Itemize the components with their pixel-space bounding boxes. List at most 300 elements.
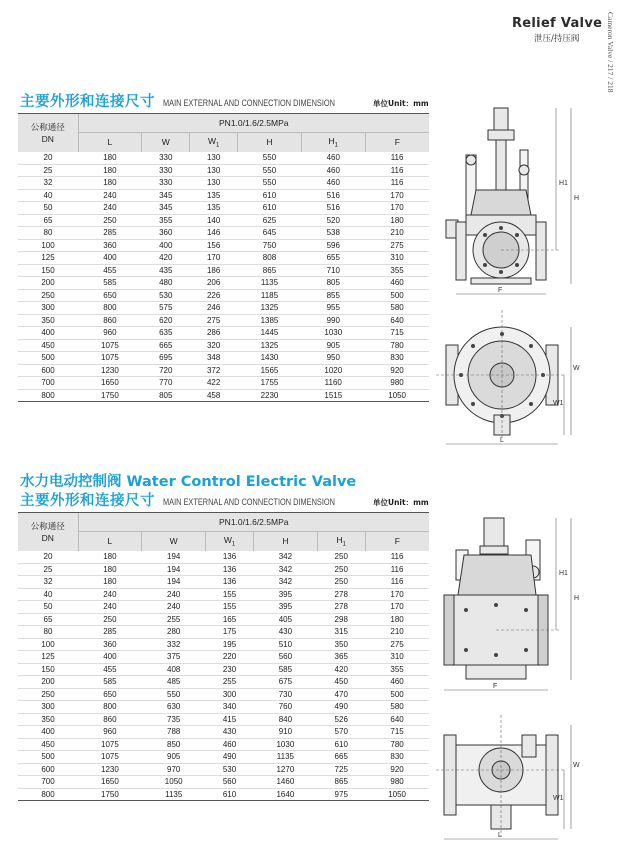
table-cell: 342 xyxy=(253,551,317,564)
table-cell: 960 xyxy=(78,726,142,739)
table-cell: 530 xyxy=(142,289,190,302)
table-cell: 340 xyxy=(206,701,254,714)
dn-cell: 300 xyxy=(18,701,78,714)
table-cell: 285 xyxy=(78,227,142,240)
dim-label-l: L xyxy=(500,437,504,444)
table-cell: 332 xyxy=(142,638,206,651)
table-cell: 1385 xyxy=(238,314,302,327)
table-row xyxy=(18,314,429,327)
dim-label-h1: H1 xyxy=(559,570,568,577)
dn-header xyxy=(18,114,78,152)
electric-valve-front-drawing xyxy=(436,500,586,700)
dn-header xyxy=(18,513,78,551)
table-cell: 1755 xyxy=(238,377,302,390)
section2-title-cn: 主要外形和连接尺寸 xyxy=(20,493,155,509)
section2-table-body xyxy=(18,551,429,801)
table-cell: 516 xyxy=(301,202,365,215)
table-cell: 155 xyxy=(206,601,254,614)
dn-cell: 125 xyxy=(18,651,78,664)
table-cell: 550 xyxy=(238,152,302,165)
table-row xyxy=(18,788,429,801)
table-cell: 240 xyxy=(142,588,206,601)
table-cell: 1050 xyxy=(142,776,206,789)
table-cell: 460 xyxy=(365,676,429,689)
table-cell: 136 xyxy=(206,563,254,576)
table-cell: 735 xyxy=(142,713,206,726)
table-row xyxy=(18,202,429,215)
dn-label-en: DN xyxy=(41,133,54,144)
dim-label-h1: H1 xyxy=(559,180,568,187)
table-cell: 310 xyxy=(365,252,429,265)
dim-label-f: F xyxy=(493,683,498,690)
table-cell: 830 xyxy=(365,751,429,764)
table-cell: 625 xyxy=(238,214,302,227)
electric-valve-top-drawing xyxy=(436,705,586,845)
table-cell: 180 xyxy=(78,152,142,165)
dim-label-h: H xyxy=(574,595,580,602)
table-cell: 780 xyxy=(365,738,429,751)
table-row xyxy=(18,713,429,726)
table-cell: 460 xyxy=(301,177,365,190)
table-row xyxy=(18,701,429,714)
table-cell: 345 xyxy=(142,189,190,202)
table-cell: 275 xyxy=(365,239,429,252)
table-cell: 372 xyxy=(190,364,238,377)
table-cell: 800 xyxy=(78,302,142,315)
table-cell: 135 xyxy=(190,202,238,215)
table-cell: 1160 xyxy=(301,377,365,390)
table-row xyxy=(18,576,429,589)
table-cell: 516 xyxy=(301,189,365,202)
table-cell: 538 xyxy=(301,227,365,240)
table-cell: 645 xyxy=(238,227,302,240)
dn-cell: 700 xyxy=(18,377,78,390)
table-row xyxy=(18,613,429,626)
table-cell: 805 xyxy=(142,389,190,402)
table-cell: 840 xyxy=(253,713,317,726)
section2-unit: 单位Unit：mm xyxy=(373,498,429,507)
table-row xyxy=(18,563,429,576)
table-row xyxy=(18,751,429,764)
table-cell: 860 xyxy=(78,314,142,327)
pressure-header: PN1.0/1.6/2.5MPa xyxy=(78,114,429,133)
table-cell: 1650 xyxy=(78,377,142,390)
table-cell: 255 xyxy=(142,613,206,626)
dn-label-cn: 公称通径 xyxy=(30,121,65,132)
table-cell: 2230 xyxy=(238,389,302,402)
table-cell: 430 xyxy=(206,726,254,739)
table-cell: 1075 xyxy=(78,751,142,764)
table-cell: 400 xyxy=(78,651,142,664)
section2-heading xyxy=(20,489,373,510)
table-cell: 460 xyxy=(365,277,429,290)
table-cell: 250 xyxy=(317,551,365,564)
table-cell: 1430 xyxy=(238,352,302,365)
table-cell: 365 xyxy=(317,651,365,664)
table-cell: 156 xyxy=(190,239,238,252)
dn-cell: 20 xyxy=(18,152,78,165)
table-cell: 140 xyxy=(190,214,238,227)
table-cell: 360 xyxy=(78,638,142,651)
table-cell: 186 xyxy=(190,264,238,277)
table-cell: 170 xyxy=(365,189,429,202)
dn-cell: 20 xyxy=(18,551,78,564)
table-cell: 490 xyxy=(206,751,254,764)
table-cell: 136 xyxy=(206,551,254,564)
table-cell: 420 xyxy=(317,663,365,676)
table-cell: 905 xyxy=(301,339,365,352)
table-cell: 280 xyxy=(142,626,206,639)
table-cell: 240 xyxy=(78,601,142,614)
dn-cell: 80 xyxy=(18,227,78,240)
table-row xyxy=(18,676,429,689)
table-cell: 155 xyxy=(206,588,254,601)
dn-cell: 800 xyxy=(18,389,78,402)
table-cell: 355 xyxy=(365,264,429,277)
table-row xyxy=(18,302,429,315)
table-cell: 458 xyxy=(190,389,238,402)
dn-cell: 40 xyxy=(18,189,78,202)
table-cell: 1325 xyxy=(238,302,302,315)
page-header-title: Relief Valve xyxy=(512,16,603,31)
table-row xyxy=(18,663,429,676)
table-cell: 1750 xyxy=(78,788,142,801)
dn-cell: 200 xyxy=(18,277,78,290)
table-cell: 715 xyxy=(365,327,429,340)
table-cell: 500 xyxy=(365,289,429,302)
table-cell: 1750 xyxy=(78,389,142,402)
table-cell: 980 xyxy=(365,776,429,789)
table-cell: 165 xyxy=(206,613,254,626)
table-cell: 470 xyxy=(317,688,365,701)
table-cell: 460 xyxy=(206,738,254,751)
table-cell: 585 xyxy=(78,277,142,290)
dn-cell: 50 xyxy=(18,202,78,215)
table-cell: 180 xyxy=(365,613,429,626)
table-cell: 315 xyxy=(317,626,365,639)
column-header-w: W xyxy=(142,532,206,551)
section1-table-body xyxy=(18,152,429,402)
table-cell: 460 xyxy=(301,164,365,177)
table-cell: 330 xyxy=(142,152,190,165)
table-cell: 610 xyxy=(317,738,365,751)
table-cell: 130 xyxy=(190,164,238,177)
table-row xyxy=(18,339,429,352)
dn-cell: 200 xyxy=(18,676,78,689)
table-cell: 585 xyxy=(78,676,142,689)
table-cell: 415 xyxy=(206,713,254,726)
table-cell: 655 xyxy=(301,252,365,265)
dn-cell: 25 xyxy=(18,164,78,177)
section2-dimension-table xyxy=(18,512,429,801)
table-row xyxy=(18,177,429,190)
table-cell: 920 xyxy=(365,763,429,776)
table-cell: 430 xyxy=(253,626,317,639)
section2-product-title: 水力电动控制阀 Water Control Electric Valve xyxy=(20,474,357,490)
table-cell: 170 xyxy=(365,601,429,614)
column-header-f: F xyxy=(365,133,429,152)
table-cell: 1230 xyxy=(78,364,142,377)
table-cell: 240 xyxy=(142,601,206,614)
table-cell: 360 xyxy=(78,239,142,252)
column-header-h: H xyxy=(253,532,317,551)
table-cell: 395 xyxy=(253,601,317,614)
table-cell: 980 xyxy=(365,377,429,390)
dn-cell: 65 xyxy=(18,214,78,227)
column-header-l: L xyxy=(78,532,142,551)
table-cell: 275 xyxy=(190,314,238,327)
dn-cell: 150 xyxy=(18,663,78,676)
dn-cell: 700 xyxy=(18,776,78,789)
table-row xyxy=(18,726,429,739)
table-cell: 1135 xyxy=(238,277,302,290)
section2-title-en: MAIN EXTERNAL AND CONNECTION DIMENSION xyxy=(163,497,335,507)
table-cell: 116 xyxy=(365,563,429,576)
dn-cell: 600 xyxy=(18,763,78,776)
table-cell: 130 xyxy=(190,177,238,190)
table-cell: 116 xyxy=(365,551,429,564)
table-cell: 116 xyxy=(365,576,429,589)
table-cell: 226 xyxy=(190,289,238,302)
table-row xyxy=(18,588,429,601)
column-header-h1: $H_1$ xyxy=(301,133,365,152)
table-cell: 1650 xyxy=(78,776,142,789)
table-cell: 1050 xyxy=(365,788,429,801)
table-row xyxy=(18,227,429,240)
table-cell: 420 xyxy=(142,252,190,265)
table-cell: 1075 xyxy=(78,352,142,365)
table-cell: 975 xyxy=(317,788,365,801)
table-cell: 1030 xyxy=(301,327,365,340)
table-cell: 1135 xyxy=(142,788,206,801)
dn-cell: 40 xyxy=(18,588,78,601)
table-cell: 250 xyxy=(78,214,142,227)
relief-valve-front-drawing xyxy=(436,100,586,300)
table-cell: 1020 xyxy=(301,364,365,377)
table-cell: 695 xyxy=(142,352,190,365)
column-header-w: W xyxy=(142,133,190,152)
column-header-l: L xyxy=(78,133,142,152)
table-row xyxy=(18,688,429,701)
dn-cell: 250 xyxy=(18,688,78,701)
dim-label-l: L xyxy=(498,832,502,839)
table-row xyxy=(18,389,429,402)
table-cell: 520 xyxy=(301,214,365,227)
table-cell: 180 xyxy=(78,164,142,177)
dim-label-w: W xyxy=(573,365,580,372)
table-cell: 860 xyxy=(78,713,142,726)
section1-dimension-table xyxy=(18,113,429,402)
table-cell: 250 xyxy=(317,576,365,589)
table-cell: 180 xyxy=(365,214,429,227)
table-cell: 640 xyxy=(365,713,429,726)
table-cell: 230 xyxy=(206,663,254,676)
table-cell: 770 xyxy=(142,377,190,390)
dim-label-h: H xyxy=(574,195,580,202)
table-cell: 850 xyxy=(142,738,206,751)
table-cell: 526 xyxy=(317,713,365,726)
table-cell: 788 xyxy=(142,726,206,739)
section1-unit: 单位Unit：mm xyxy=(373,99,429,108)
dn-cell: 400 xyxy=(18,327,78,340)
table-cell: 920 xyxy=(365,364,429,377)
table-cell: 395 xyxy=(253,588,317,601)
table-cell: 990 xyxy=(301,314,365,327)
table-cell: 620 xyxy=(142,314,190,327)
table-cell: 580 xyxy=(365,302,429,315)
table-cell: 286 xyxy=(190,327,238,340)
table-cell: 805 xyxy=(301,277,365,290)
table-cell: 560 xyxy=(253,651,317,664)
table-cell: 725 xyxy=(317,763,365,776)
table-row xyxy=(18,164,429,177)
table-cell: 480 xyxy=(142,277,190,290)
table-cell: 195 xyxy=(206,638,254,651)
table-cell: 675 xyxy=(253,676,317,689)
table-cell: 116 xyxy=(365,152,429,165)
dn-cell: 100 xyxy=(18,638,78,651)
column-header-h: H xyxy=(238,133,302,152)
table-cell: 285 xyxy=(78,626,142,639)
table-cell: 408 xyxy=(142,663,206,676)
table-cell: 730 xyxy=(253,688,317,701)
table-row xyxy=(18,352,429,365)
table-cell: 355 xyxy=(142,214,190,227)
table-row xyxy=(18,327,429,340)
column-header-f: F xyxy=(365,532,429,551)
dn-cell: 500 xyxy=(18,352,78,365)
dn-cell: 32 xyxy=(18,576,78,589)
table-cell: 640 xyxy=(365,314,429,327)
table-cell: 800 xyxy=(78,701,142,714)
table-cell: 665 xyxy=(317,751,365,764)
table-cell: 750 xyxy=(238,239,302,252)
table-cell: 194 xyxy=(142,551,206,564)
table-cell: 1445 xyxy=(238,327,302,340)
table-cell: 194 xyxy=(142,563,206,576)
dim-label-w1: W1 xyxy=(553,400,564,407)
dim-label-w1: W1 xyxy=(553,795,564,802)
table-cell: 1270 xyxy=(253,763,317,776)
table-cell: 635 xyxy=(142,327,190,340)
table-cell: 650 xyxy=(78,688,142,701)
dn-cell: 450 xyxy=(18,738,78,751)
table-row xyxy=(18,289,429,302)
dim-label-f: F xyxy=(498,287,503,294)
table-row xyxy=(18,214,429,227)
table-cell: 580 xyxy=(365,701,429,714)
vertical-page-meta: Cameron Valve / 217 / 218 xyxy=(606,12,615,93)
table-cell: 298 xyxy=(317,613,365,626)
dn-cell: 80 xyxy=(18,626,78,639)
table-cell: 650 xyxy=(78,289,142,302)
table-row xyxy=(18,152,429,165)
table-cell: 1075 xyxy=(78,339,142,352)
table-cell: 720 xyxy=(142,364,190,377)
table-cell: 170 xyxy=(190,252,238,265)
table-cell: 1515 xyxy=(301,389,365,402)
table-cell: 250 xyxy=(78,613,142,626)
table-cell: 220 xyxy=(206,651,254,664)
dn-cell: 100 xyxy=(18,239,78,252)
table-cell: 400 xyxy=(78,252,142,265)
dn-cell: 300 xyxy=(18,302,78,315)
table-cell: 570 xyxy=(317,726,365,739)
table-row xyxy=(18,776,429,789)
dn-cell: 250 xyxy=(18,289,78,302)
table-cell: 136 xyxy=(206,576,254,589)
table-cell: 405 xyxy=(253,613,317,626)
table-cell: 955 xyxy=(301,302,365,315)
table-cell: 715 xyxy=(365,726,429,739)
table-cell: 905 xyxy=(142,751,206,764)
table-cell: 960 xyxy=(78,327,142,340)
table-cell: 1460 xyxy=(253,776,317,789)
table-cell: 255 xyxy=(206,676,254,689)
column-header-w1: $W_1$ xyxy=(190,133,238,152)
table-cell: 865 xyxy=(317,776,365,789)
table-cell: 175 xyxy=(206,626,254,639)
table-cell: 585 xyxy=(253,663,317,676)
table-cell: 180 xyxy=(78,576,142,589)
table-cell: 530 xyxy=(206,763,254,776)
column-header-h1: $H_1$ xyxy=(317,532,365,551)
table-cell: 342 xyxy=(253,576,317,589)
table-cell: 180 xyxy=(78,563,142,576)
table-cell: 1565 xyxy=(238,364,302,377)
table-cell: 500 xyxy=(365,688,429,701)
section1-heading xyxy=(20,90,373,111)
table-cell: 610 xyxy=(238,189,302,202)
table-row xyxy=(18,601,429,614)
table-cell: 830 xyxy=(365,352,429,365)
table-cell: 206 xyxy=(190,277,238,290)
table-cell: 345 xyxy=(142,202,190,215)
table-cell: 310 xyxy=(365,651,429,664)
table-row xyxy=(18,189,429,202)
table-cell: 278 xyxy=(317,601,365,614)
table-cell: 455 xyxy=(78,264,142,277)
table-cell: 130 xyxy=(190,152,238,165)
table-cell: 355 xyxy=(365,663,429,676)
table-cell: 348 xyxy=(190,352,238,365)
table-cell: 350 xyxy=(317,638,365,651)
table-cell: 490 xyxy=(317,701,365,714)
table-cell: 950 xyxy=(301,352,365,365)
table-cell: 116 xyxy=(365,177,429,190)
dn-cell: 125 xyxy=(18,252,78,265)
table-cell: 1135 xyxy=(253,751,317,764)
dn-cell: 350 xyxy=(18,314,78,327)
table-cell: 1050 xyxy=(365,389,429,402)
table-cell: 855 xyxy=(301,289,365,302)
dn-label-en: DN xyxy=(41,532,54,543)
table-cell: 1230 xyxy=(78,763,142,776)
dn-cell: 50 xyxy=(18,601,78,614)
table-row xyxy=(18,252,429,265)
dn-cell: 350 xyxy=(18,713,78,726)
column-header-w1: $W_1$ xyxy=(206,532,254,551)
table-cell: 760 xyxy=(253,701,317,714)
table-cell: 510 xyxy=(253,638,317,651)
table-cell: 1325 xyxy=(238,339,302,352)
table-cell: 275 xyxy=(365,638,429,651)
pressure-header: PN1.0/1.6/2.5MPa xyxy=(78,513,429,532)
table-cell: 450 xyxy=(317,676,365,689)
table-cell: 550 xyxy=(238,177,302,190)
table-cell: 610 xyxy=(238,202,302,215)
relief-valve-top-drawing xyxy=(436,310,586,450)
